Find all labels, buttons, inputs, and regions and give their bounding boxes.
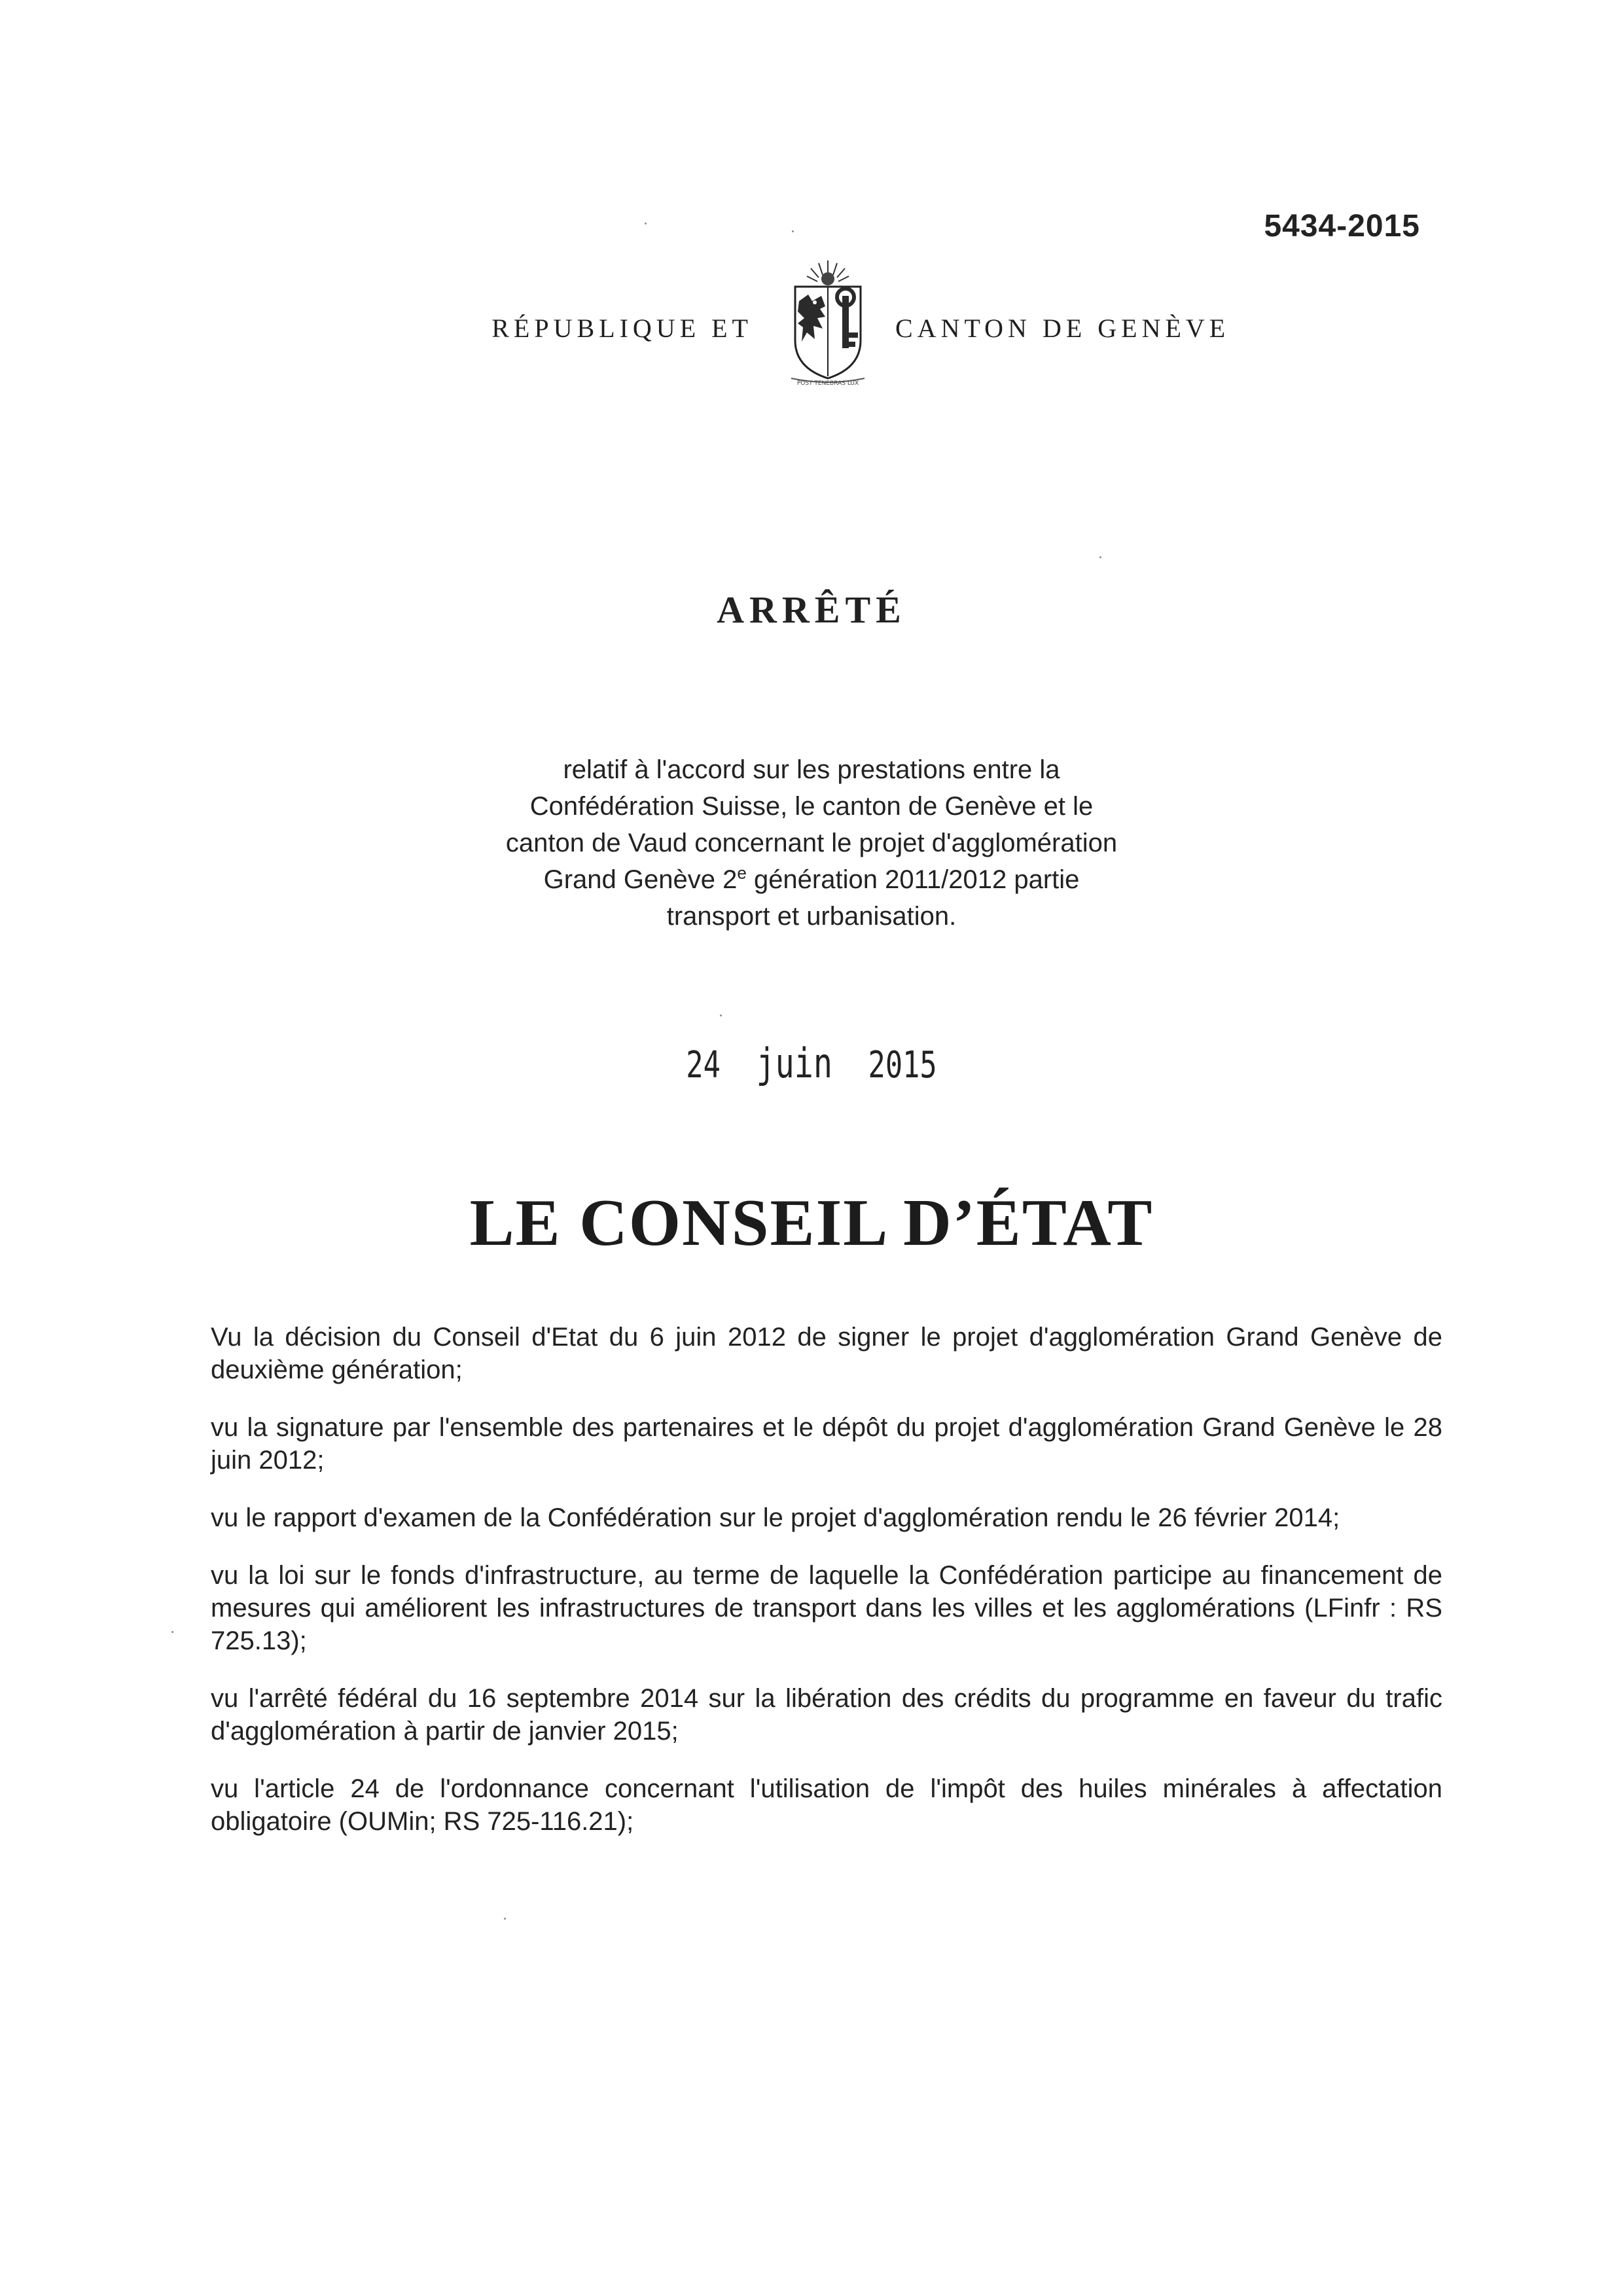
subtitle-line-text: Grand Genève 2	[543, 865, 738, 894]
document-number: 5434-2015	[1264, 209, 1420, 243]
subtitle-line: relatif à l'accord sur les prestations entre la	[563, 755, 1060, 784]
letterhead-left-text: RÉPUBLIQUE ET	[491, 314, 753, 343]
subtitle-line: Confédération Suisse, le canton de Genève et le	[529, 792, 1094, 821]
considerant-paragraph: vu l'arrêté fédéral du 16 septembre 2014 sur la libération des crédits du programme en faveur du trafic d'agglomération à partir de janvier 2015;	[211, 1684, 1442, 1746]
letterhead-right-text: CANTON DE GENÈVE	[895, 314, 1230, 343]
scan-speck	[171, 1631, 173, 1633]
subtitle-line: canton de Vaud concernant le projet d'agglomération	[505, 829, 1118, 857]
date-stamp-month: juin	[756, 1039, 832, 1087]
document-subtitle	[419, 751, 1204, 935]
scan-speck	[720, 1014, 722, 1016]
considerant-paragraph: vu le rapport d'examen de la Confédération sur le projet d'agglomération rendu le 26 février 2014;	[211, 1503, 1340, 1532]
subtitle-line-text: génération 2011/2012 partie	[746, 865, 1080, 894]
subtitle-line	[419, 861, 1204, 898]
date-stamp	[179, 1039, 1444, 1087]
subtitle-superscript: e	[737, 863, 747, 883]
scan-speck	[504, 1918, 506, 1920]
svg-text:POST TENEBRAS LUX: POST TENEBRAS LUX	[796, 380, 859, 386]
considerant-paragraph: vu la loi sur le fonds d'infrastructure, au terme de laquelle la Confédération participe au financement de mesures qui améliorent les infrastructures de transport dans les villes et les agglomérations (LFinfr : RS 725.13);	[211, 1561, 1442, 1655]
scan-speck	[792, 230, 794, 232]
date-stamp-day: 24	[686, 1044, 721, 1086]
considerant-paragraph: vu l'article 24 de l'ordonnance concernant l'utilisation de l'impôt des huiles minérales à affectation obligatoire (OUMin; RS 725-116.21);	[211, 1774, 1442, 1836]
subtitle-line: transport et urbanisation.	[666, 902, 957, 931]
scan-speck	[645, 223, 647, 224]
letterhead	[0, 255, 1623, 393]
considerant-paragraph: Vu la décision du Conseil d'Etat du 6 juin 2012 de signer le projet d'agglomération Grand Genève de deuxième génération;	[211, 1323, 1442, 1384]
document-title: ARRÊTÉ	[717, 588, 906, 631]
scan-speck	[1099, 556, 1101, 558]
considerants-list	[211, 1321, 1442, 1863]
date-stamp-year: 2015	[868, 1044, 937, 1086]
authority-heading: LE CONSEIL D’ÉTAT	[469, 1186, 1154, 1260]
geneva-coat-of-arms-icon	[782, 255, 874, 386]
considerant-paragraph: vu la signature par l'ensemble des partenaires et le dépôt du projet d'agglomération Grand Genève le 28 juin 2012;	[211, 1413, 1442, 1475]
